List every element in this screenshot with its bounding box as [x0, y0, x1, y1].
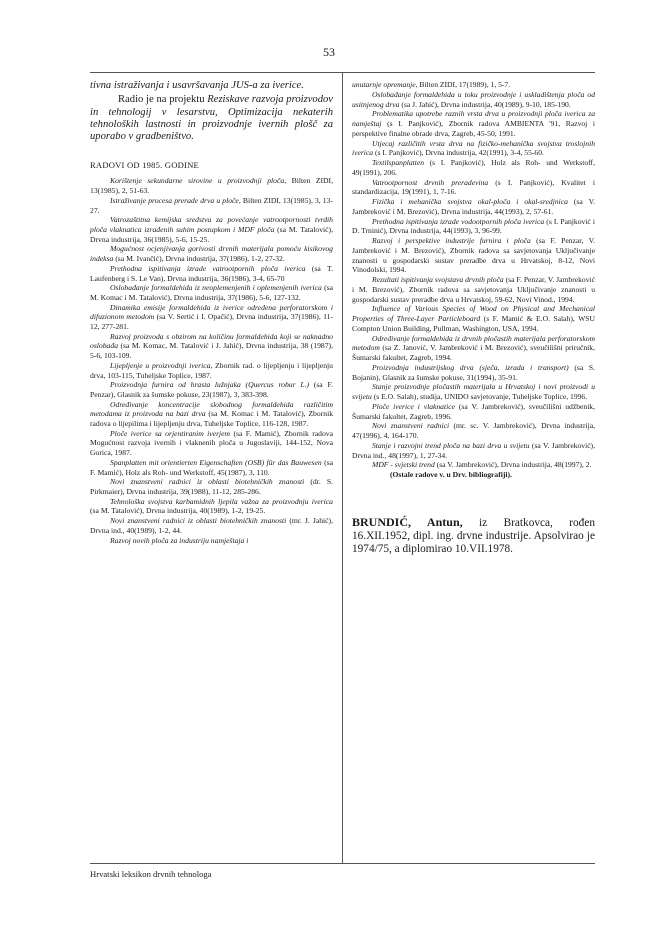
- bibliography-entry: [352, 80, 595, 90]
- entry-title: Problematika upotrebe raznih vrsta drva u proizvodnji ploča iverica za namještaj: [352, 109, 595, 128]
- entry-details: (sa F. Mamić), Holz als Roh- und Werkstoff, 45(1987), 3, 110.: [90, 457, 333, 477]
- footer-rule: [90, 863, 595, 864]
- intro-projects: [90, 94, 333, 143]
- entry-title: Razvoj novih ploča za industriju namještaja i: [110, 535, 249, 545]
- entry-title: Prethodna ispitivanja izrade vodootpornih ploča iverica: [372, 216, 545, 226]
- biography-name: BRUNDIĆ, Antun,: [352, 515, 463, 529]
- bibliography-entry: [352, 139, 595, 159]
- bibliography-entry: [90, 458, 333, 477]
- entry-details: Bilten ZIDI, 13(1985), 3, 13-27.: [90, 195, 333, 215]
- bibliography-entry: [352, 460, 595, 470]
- bibliography-list-right: [352, 80, 595, 470]
- entry-title: Influence of Various Species of Wood on Physical and Mechanical Properties of Three-Layer Particleboard: [352, 304, 595, 323]
- entry-title: Razvoj proizvoda s obzirom na količinu formaldehida koji se naknadno oslobađa: [90, 331, 333, 351]
- entry-details: (sa S. Bojanin), Glasnik za šumske pokuse, 31(1994), 35-91.: [352, 362, 595, 382]
- intro-projects-lead: Radio je na projektu: [118, 94, 208, 106]
- entry-title: Ploče iverice i vlaknatice: [372, 401, 455, 411]
- bibliography-entry: [352, 158, 595, 178]
- entry-title: Korištenje sekundarne sirovine u proizvodnji ploča,: [110, 176, 287, 186]
- biography-text: iz Bratkovca, rođen 16.XII.1952, dipl. ing. drvne industrije. Apsolvirao je 1974/75, a diplomirao 10.VII.1978.: [352, 517, 595, 556]
- entry-details: (s I. Panjković), Kvalitet i standardizacija, 19(1991), 1, 7-16.: [352, 177, 595, 197]
- bibliography-entry: [352, 236, 595, 275]
- bibliography-entry: [90, 361, 333, 380]
- footer-title: Hrvatski leksikon drvnih tehnologa: [90, 869, 212, 879]
- intro-continuation: tivna istraživanja i usavršavanja JUS-a za iverice.: [90, 80, 304, 91]
- bibliography-entry: [90, 264, 333, 283]
- entry-title: Dinamika emisije formaldehida iz iverice određena perforatorskom i difuzionom metodom: [90, 302, 333, 322]
- bibliography-entry: [352, 197, 595, 217]
- bibliography-entry: [90, 196, 333, 215]
- entry-title: Lijepljenje u proizvodnji iverica,: [110, 360, 213, 370]
- bibliography-entry: [352, 363, 595, 383]
- entry-title: Razvoj i perspektive industrije furnira i ploča: [372, 236, 531, 245]
- entry-details: (sa M. Tatalović), Drvna industrija, 40(1989), 1-2, 19-25.: [90, 506, 266, 516]
- bibliography-entry: [352, 441, 595, 461]
- entry-details: (sa V. Jambreković i M. Brezović), Drvna industrija, 44(1993), 2, 57-61.: [352, 197, 595, 216]
- entry-details: (s E.O. Salah), studija, UNIDO savjetovanje, Tuheljske Toplice, 1996.: [371, 392, 588, 401]
- entry-details: (sa J. Jahić), Drvna industrija, 40(1989), 9-10, 185-190.: [399, 99, 571, 109]
- bibliography-entry: [352, 109, 595, 138]
- entry-title: Oslobađanje formaldehida iz neoplemenjenih i oplemenjenih iverica: [110, 283, 322, 293]
- entry-title: Istraživanje procesa prerade drva u ploče,: [110, 195, 241, 205]
- entry-title: Stanje proizvodnje pločastih materijala u Hrvatskoj i novi proizvodi u svijetu: [352, 382, 595, 401]
- section-heading: RADOVI OD 1985. GODINE: [90, 160, 199, 171]
- bibliography-entry: [90, 215, 333, 244]
- entry-details: (dr. S. Pirkmaier), Drvna industrija, 39(1988), 11-12, 285-286.: [90, 477, 333, 496]
- entry-title: Textilspanplatten: [372, 158, 425, 167]
- entry-title: MDF - svjetski trend: [372, 460, 435, 470]
- bibliography-entry: [352, 402, 595, 422]
- entry-title: Novi znanstveni radnici iz oblasti biotehničkih znanosti: [110, 477, 305, 487]
- entry-details: (s I. Panjković), Holz als Roh- und Werkstoff, 49(1991), 206.: [352, 158, 595, 177]
- entry-title: Mogućnost ocjenjivanja gorivosti drvnih materijala pomoću kisikovog indeksa: [90, 244, 333, 264]
- entry-details: (sa M. Tatalović), Drvna industrija, 36(1985), 5-6, 15-25.: [90, 225, 333, 244]
- intro-projects-titles: Reziskave razvoja proizvodov in tehnologij v lesarstvu, Optimizacija nekaterih tehnoloških lastnosti in proizvodnje ivernih plošč za uporabo v gradbeništvo.: [90, 94, 333, 143]
- entry-details: (sa F. Penzar, V. Jambreković i M. Brezović), Zbornik radova sa savjetovanja Uključivanje znanosti u gospodarski sustav preradbe drva u Hrvatskoj, 59-62, Novi Vinod., 1994.: [352, 275, 595, 304]
- entry-title: Spanplatten mit orientierten Eigenschaften (OSB) für das Bauwesen: [110, 457, 322, 467]
- page-number: 53: [323, 45, 335, 59]
- entry-details: (sa T. Laufenberg i S. Le Van), Drvna industrija, 36(1986), 3-4, 65-70: [90, 263, 333, 283]
- entry-details: (sa M. Ivančić), Drvna industrija, 37(1986), 1-2, 27-32.: [113, 254, 285, 264]
- bibliography-entry: [90, 380, 333, 399]
- bibliography-entry: [90, 477, 333, 496]
- entry-details: (sa V. Jambreković), Drvna industrija, 48(1997), 2.: [434, 460, 592, 470]
- entry-details: (s I. Panjković), Zbornik radova AMBIENTA '91, Razvoj i perspektive finalne obrade drva, Zagreb, 45-50, 1991.: [352, 119, 595, 138]
- bibliography-entry: [352, 275, 595, 304]
- entry-details: (sa V. Jambreković), sveučilišni udžbenik, Šumarski fakultet, Zagreb, 1996.: [352, 401, 595, 421]
- bibliography-entry: [90, 536, 333, 546]
- entry-details: (s I. Panjković), Drvna industrija, 42(1991), 3-4, 55-60.: [373, 148, 544, 158]
- bibliography-entry: [90, 244, 333, 263]
- entry-title: Novi znanstveni radnici: [372, 421, 450, 431]
- bibliography-entry: [90, 516, 333, 535]
- bibliography-entry: [352, 382, 595, 402]
- bibliography-entry: [352, 178, 595, 198]
- bibliography-entry: [90, 303, 333, 332]
- entry-details: (s I. Panjković i D. Trninić), Drvna industrija, 44(1993), 3, 96-99.: [352, 216, 595, 236]
- entry-details: Bilten ZIDI, 17(1989), 1, 5-7.: [417, 80, 511, 89]
- entry-details: Zbornik rad. o lijepljenju i lijepljenju drva, 103-115, Tuheljske Toplice, 1987.: [90, 360, 333, 380]
- entry-details: (s F. Mamić & E.O. Salah), WSU Compton Union Building, Pullman, Washington, USA, 1994.: [352, 314, 595, 333]
- column-divider: [342, 72, 343, 863]
- entry-title: Vatrozaštitna kemijska sredstva za povećanje vatrootpornosti tvrdih ploča vlaknatica izrađenih suhim postupkom i MDF ploča: [90, 215, 333, 234]
- entry-title: Prethodna ispitivanja izrade vatrootpornih ploča iverica: [110, 263, 306, 273]
- entry-title: Određivanje formaldehida iz drvnih pločastih materijala perforatorskom metodom: [352, 333, 595, 353]
- left-column: [90, 80, 333, 545]
- entry-details: (sa M. Komac, M. Tatalović i J. Jahić), Drvna industrija, 38 (1987), 5-6, 103-109.: [90, 341, 333, 361]
- entry-title: Vatrootpornost drvnih preradevina: [372, 177, 489, 187]
- bibliography-entry: [90, 283, 333, 302]
- entry-details: (sa V. Sertić i I. Opačić), Drvna industrija, 37(1986), 11-12, 277-281.: [90, 312, 333, 332]
- bibliography-entry: [90, 332, 333, 361]
- entry-details: (sa Z. Janović, V. Jambreković i M. Brezović), sveučilišni priručnik, Šumarski fakultet, Zagreb, 1994.: [352, 343, 595, 362]
- entry-title: Fizička i mehanička svojstva okal-ploča i okal-sredjnica: [372, 197, 568, 206]
- right-column: [352, 80, 595, 557]
- bibliography-list-left: [90, 176, 333, 545]
- bibliography-entry: [90, 429, 333, 458]
- bibliography-entry: [352, 421, 595, 441]
- entry-title: Ploče iverice sa orjentiranim iverjem: [110, 428, 231, 438]
- entry-title: unutarnje opremanje,: [352, 80, 418, 89]
- entry-title: Stanje i razvojni trend ploča na bazi drva u svijetu: [372, 440, 530, 450]
- entry-title: Utjecaj različitih vrsta drva na fizičko-mehanička svojstva troslojnih iverica: [352, 138, 595, 158]
- entry-details: (sa M. Komac i M. Tatalović), Drvna industrija, 37(1986), 5-6, 127-132.: [90, 283, 333, 302]
- entry-details: (sa F. Penzar), Glasnik za šumske pokuse, 23(1987), 3, 383-398.: [90, 380, 333, 399]
- bibliography-entry: [90, 400, 333, 429]
- entry-title: Tehnološka svojstva karbamidnih ljepila važna za proizvodnju iverica: [110, 496, 333, 506]
- entry-title: Oslobađanje formaldehida u toku proizvodnje i uskladištenja ploča od usitnjenog drva: [352, 89, 595, 109]
- bibliography-entry: [352, 334, 595, 363]
- entry-details: Bilten ZIDI, 13(1985), 2, 51-63.: [90, 176, 334, 196]
- entry-details: (sa M. Komac i M. Tatalović), Zbornik radova o lijepilima i lijepljenju drva, Tuheljske Toplice, 116-128, 1987.: [90, 409, 334, 429]
- biography-entry: [352, 516, 595, 557]
- entry-details: (mr. sc. V. Jambreković), Drvna industrija, 47(1996), 4, 164-170.: [352, 421, 595, 440]
- entry-title: Proizvodnja furnira od hrasta lužnjaka (Quercus robur L.): [110, 380, 310, 390]
- bibliography-entry: [352, 90, 595, 110]
- entry-details: (mr. J. Jahić), Drvna ind., 40(1989), 1-2, 44.: [90, 516, 334, 535]
- bibliography-footnote: (Ostale radove v. u Drv. bibliografiji).: [390, 470, 512, 479]
- bibliography-entry: [352, 304, 595, 333]
- entry-title: Proizvodnja industrijskog drva (sječa, izrada i transport): [372, 362, 569, 372]
- entry-title: Novi znanstveni radnici iz oblasti biotehničkih znanosti: [110, 516, 287, 526]
- bibliography-entry: [90, 497, 333, 516]
- entry-details: (sa F. Mamić), Zbornik radova Mogućnost razvoja ivernih i vlaknenih ploča u Jugoslaviji, 144-152, Nova Gorica, 1987.: [90, 428, 333, 458]
- bibliography-entry: [90, 176, 333, 195]
- bibliography-entry: [352, 217, 595, 237]
- entry-title: Rezultati ispitivanja svojstava drvnih ploča: [372, 275, 504, 284]
- entry-details: (sa V. Jambreković), Drvna ind., 48(1997), 1, 27-34.: [352, 440, 595, 460]
- entry-title: Određivanje koncentracije slobodnog formaldehida različitim metodama iz proizvoda na bazi drva: [90, 399, 333, 419]
- entry-details: (sa F. Penzar, V. Jambreković i M. Brezović), Zbornik radova sa savjetovanja Uključivanje znanosti u gospodarski sustav preradbe drva u Hrvatskoj, 8-12, Novi Vinodolski, 1994.: [352, 236, 596, 275]
